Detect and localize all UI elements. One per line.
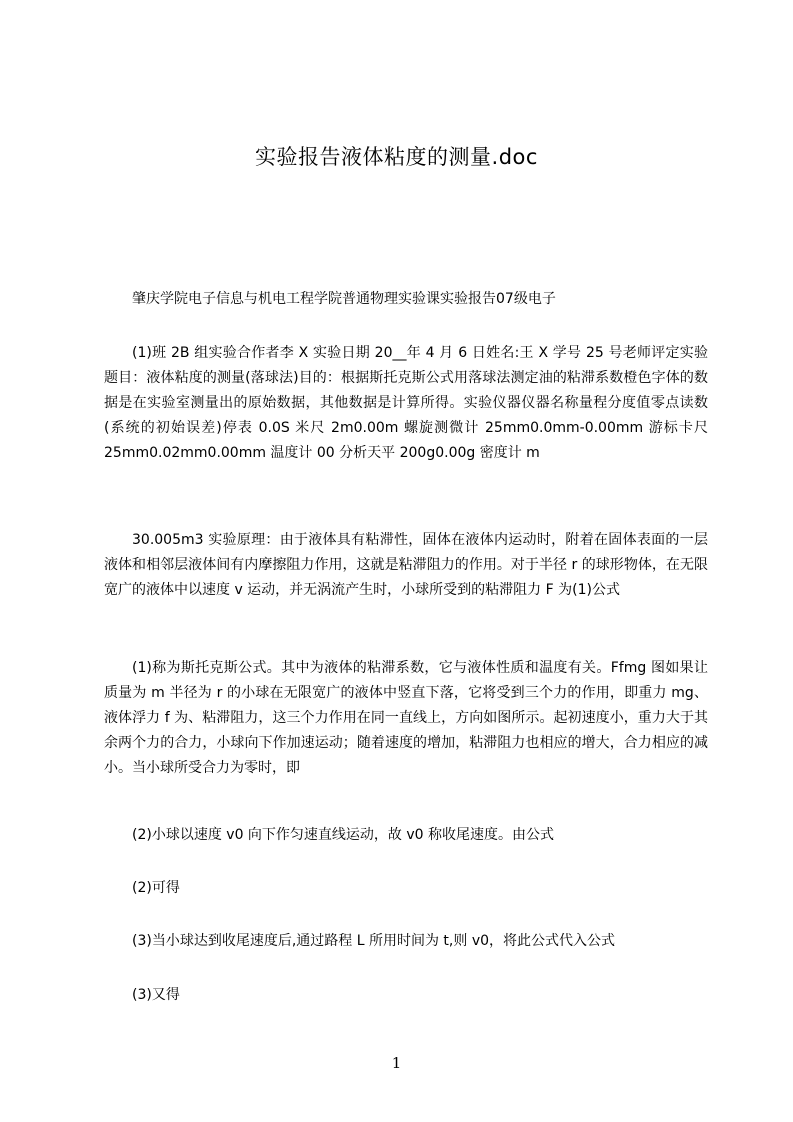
paragraph-7: (3)当小球达到收尾速度后,通过路程 L 所用时间为 t,则 v0，将此公式代入公式 <box>132 933 616 949</box>
paragraph-5: (2)小球以速度 v0 向下作匀速直线运动，故 v0 称收尾速度。由公式 <box>132 827 555 843</box>
paragraph-1: 肇庆学院电子信息与机电工程学院普通物理实验课实验报告07级电子 <box>132 291 556 307</box>
document-title: 实验报告液体粘度的测量.doc <box>255 145 538 169</box>
paragraph-3: 30.005m3 实验原理：由于液体具有粘滞性，固体在液体内运动时，附着在固体表面的一层液体和相邻层液体间有内摩擦阻力作用，这就是粘滞阻力的作用。对于半径 r 的球形物体，在无限宽广的液体中以速度 v 运动，并无涡流产生时，小球所受到的粘滞阻力 F 为(1)公式 <box>104 532 708 598</box>
paragraph-8: (3)又得 <box>132 987 180 1003</box>
paragraph-2: (1)班 2B 组实验合作者李 X 实验日期 20__年 4 月 6 日姓名:王 X 学号 25 号老师评定实验题目：液体粘度的测量(落球法)目的：根据斯托克斯公式用落球法测定油的粘滞系数橙色字体的数据是在实验室测量出的原始数据，其他数据是计算所得。实验仪器仪器名称量程分度值零点读数(系统的初始误差)停表 0.0S 米尺 2m0.00m 螺旋测微计 25mm0.0mm-0.00mm 游标卡尺 25mm0.02mm0.00mm 温度计 00 分析天平 200g0.00g 密度计 m <box>104 345 708 461</box>
page-number: 1 <box>391 1054 402 1072</box>
paragraph-6: (2)可得 <box>132 880 180 896</box>
paragraph-4: (1)称为斯托克斯公式。其中为液体的粘滞系数，它与液体性质和温度有关。Ffmg 图如果让质量为 m 半径为 r 的小球在无限宽广的液体中竖直下落，它将受到三个力的作用，即重力 mg、液体浮力 f 为、粘滞阻力，这三个力作用在同一直线上，方向如图所示。起初速度小，重力大于其余两个力的合力，小球向下作加速运动；随着速度的增加，粘滞阻力也相应的增大，合力相应的减小。当小球所受合力为零时，即 <box>104 660 708 776</box>
